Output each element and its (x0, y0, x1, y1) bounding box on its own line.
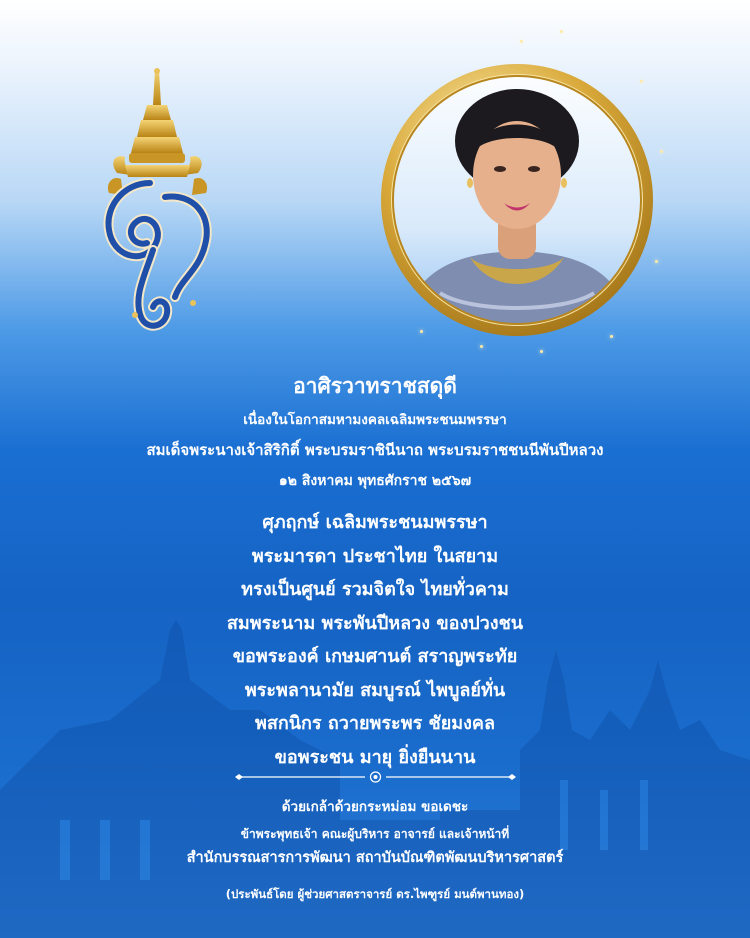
date-text: ๑๒ สิงหาคม พุทธศักราช ๒๕๖๗ (278, 473, 472, 489)
portrait-frame (380, 63, 654, 337)
poem-line: ทรงเป็นศูนย์ รวมจิตใจ ไทยทั่วคาม (241, 579, 509, 600)
author-credit-text: (ประพันธ์โดย ผู้ช่วยศาสตราจารย์ ดร.ไพฑูรย์ มนต์พานทอง) (225, 887, 525, 901)
ornamental-divider-icon (233, 770, 518, 784)
sparkle-decoration (540, 350, 543, 353)
portrait-image (380, 63, 654, 337)
poem-line: ศุภฤกษ์ เฉลิมพระชนมพรรษา (262, 512, 488, 533)
blessing-text: ด้วยเกล้าด้วยกระหม่อม ขอเดชะ (281, 799, 469, 815)
poem-line: ขอพระชน มายุ ยิ่งยืนนาน (274, 746, 476, 768)
royal-name-text: สมเด็จพระนางเจ้าสิริกิติ์ พระบรมราชินีนาถ พระบรมราชชนนีพันปีหลวง (146, 441, 604, 459)
page-title: อาศิรวาทราชสดุดี (293, 374, 457, 398)
poem (0, 506, 750, 774)
occasion-text: เนื่องในโอกาสมหามงคลเฉลิมพระชนมพรรษา (243, 412, 507, 428)
sparkle-decoration (520, 40, 523, 43)
poem-line: พสกนิกร ถวายพระพร ชัยมงคล (254, 713, 496, 734)
royal-cypher-emblem-icon (95, 65, 220, 335)
organization-text: สำนักบรรณสารการพัฒนา สถาบันบัณฑิตพัฒนบริหารศาสตร์ (186, 850, 564, 866)
poem-line: ขอพระองค์ เกษมศานต์ สราญพระทัย (232, 646, 518, 667)
poem-line: พระพลานามัย สมบูรณ์ ไพบูลย์ทั่น (244, 679, 506, 701)
poem-line: สมพระนาม พระพันปีหลวง ของปวงชน (226, 612, 524, 634)
signatories-text: ข้าพระพุทธเจ้า คณะผู้บริหาร อาจารย์ และเจ้าหน้าที่ (240, 827, 510, 841)
sparkle-decoration (660, 150, 663, 153)
poem-line: พระมารดา ประชาไทย ในสยาม (251, 545, 499, 567)
sparkle-decoration (610, 335, 613, 338)
sparkle-decoration (560, 30, 563, 33)
sparkle-decoration (640, 80, 643, 83)
sparkle-decoration (480, 345, 483, 348)
sparkle-decoration (420, 330, 423, 333)
sparkle-decoration (655, 260, 658, 263)
